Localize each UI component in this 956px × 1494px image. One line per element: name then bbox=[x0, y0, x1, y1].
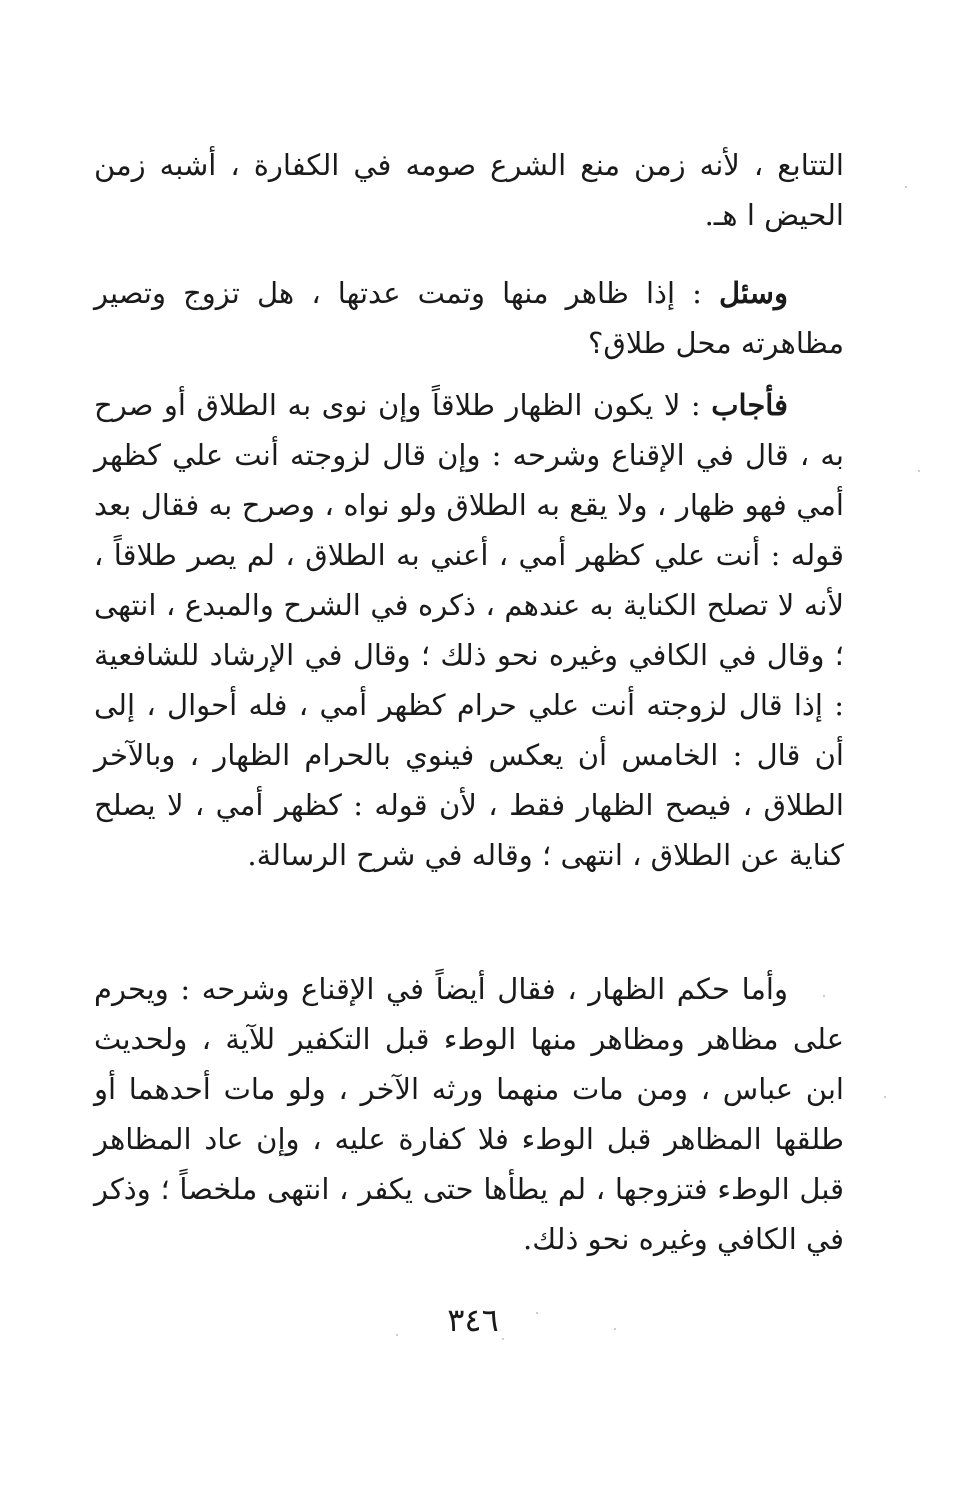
paragraph-question bbox=[94, 268, 844, 368]
scan-speck bbox=[502, 1338, 504, 1340]
lead-word-question: وسئل bbox=[718, 276, 788, 310]
scan-speck bbox=[884, 1096, 886, 1098]
page-number: ٣٤٦ bbox=[447, 1301, 499, 1339]
paragraph-answer bbox=[94, 380, 844, 880]
paragraph-ruling bbox=[94, 964, 844, 1264]
paragraph-body bbox=[94, 380, 844, 880]
paragraph-continuation bbox=[94, 140, 844, 240]
lead-word-answer: فأجاب bbox=[711, 388, 788, 422]
paragraph-text: وأما حكم الظهار ، فقال أيضاً في الإقناع وشرحه : ويحرم على مظاهر ومظاهر منها الوطء قبل التكفير للآية ، ولحديث ابن عباس ، ومن مات منهما ورثه الآخر ، ولو مات أحدهما أو طلقها المظاهر قبل الوطء فلا كفارة عليه ، وإن عاد المظاهر قبل الوطء فتزوجها ، لم يطأها حتى يكفر ، انتهى ملخصاً ؛ وذكر في الكافي وغيره نحو ذلك. bbox=[94, 972, 844, 1256]
scan-speck bbox=[396, 1334, 398, 1336]
scan-speck bbox=[823, 995, 825, 997]
paragraph-text: : إذا ظاهر منها وتمت عدتها ، هل تزوج وتصير مظاهرته محل طلاق؟ bbox=[94, 276, 844, 360]
scan-speck bbox=[918, 470, 920, 472]
paragraph-text: التتابع ، لأنه زمن منع الشرع صومه في الكفارة ، أشبه زمن الحيض ا هـ. bbox=[94, 148, 844, 232]
scan-speck bbox=[905, 186, 907, 188]
scan-speck bbox=[536, 1312, 538, 1314]
paragraph-body bbox=[94, 268, 844, 368]
paragraph-text: : لا يكون الظهار طلاقاً وإن نوى به الطلاق أو صرح به ، قال في الإقناع وشرحه : وإن قال لزوجته أنت علي كظهر أمي فهو ظهار ، ولا يقع به الطلاق ولو نواه ، وصرح به فقال بعد قوله : أنت علي كظهر أمي ، أعني به الطلاق ، لم يصر طلاقاً ، لأنه لا تصلح الكناية به عندهم ، ذكره في الشرح والمبدع ، انتهى ؛ وقال في الكافي وغيره نحو ذلك ؛ وقال في الإرشاد للشافعية : إذا قال لزوجته أنت علي حرام كظهر أمي ، فله أحوال ، إلى أن قال : الخامس أن يعكس فينوي بالحرام الظهار ، وبالآخر الطلاق ، فيصح الظهار فقط ، لأن قوله : كظهر أمي ، لا يصلح كناية عن الطلاق ، انتهى ؛ وقاله في شرح الرسالة. bbox=[94, 388, 844, 872]
scan-speck bbox=[614, 1328, 616, 1330]
